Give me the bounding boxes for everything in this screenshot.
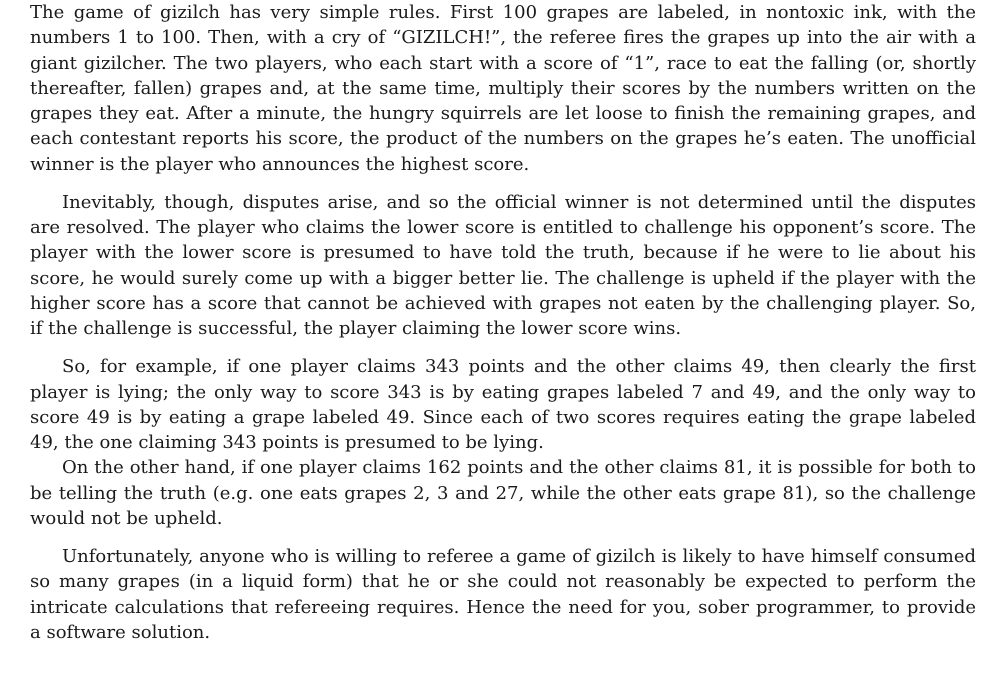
document-body bbox=[30, 0, 976, 658]
paragraph-software-need: Unfortunately, anyone who is willing to referee a game of gizilch is likely to have himself consumed so many grapes (in a liquid form) that he or she could not reasonably be expected to perform the intricate calculations that refereeing requires. Hence the need for you, sober programmer, to provide a software solution. bbox=[30, 546, 976, 643]
paragraph-example-truth: On the other hand, if one player claims 162 points and the other claims 81, it is possible for both to be telling the truth (e.g. one eats grapes 2, 3 and 27, while the other eats grape 81), so the challenge would not be upheld. bbox=[30, 457, 976, 530]
paragraph-example-lying: So, for example, if one player claims 343 points and the other claims 49, then clearly the first player is lying; the only way to score 343 is by eating grapes labeled 7 and 49, and the only way to score 49 is by eating a grape labeled 49. Since each of two scores requires eating the grape labeled 49, the one claiming 343 points is presumed to be lying. bbox=[30, 356, 976, 454]
paragraph-disputes: Inevitably, though, disputes arise, and so the official winner is not determined until the disputes are resolved. The player who claims the lower score is entitled to challenge his opponent’s score. The player with the lower score is presumed to have told the truth, because if he were to lie about his score, he would surely come up with a bigger better lie. The challenge is upheld if the player with the higher score has a score that cannot be achieved with grapes not eaten by the challenging player. So, if the challenge is successful, the player claiming the lower score wins. bbox=[30, 191, 976, 340]
paragraph-rules: The game of gizilch has very simple rules. First 100 grapes are labeled, in nontoxic ink, with the numbers 1 to 100. Then, with a cry of “GIZILCH!”, the referee fires the grapes up into the air with a giant gizilcher. The two players, who each start with a score of “1”, race to eat the falling (or, shortly thereafter, fallen) grapes and, at the same time, multiply their scores by the numbers written on the grapes they eat. After a minute, the hungry squirrels are let loose to finish the remaining grapes, and each contestant reports his score, the product of the numbers on the grapes he’s eaten. The unofficial winner is the player who announces the highest score. bbox=[30, 2, 976, 175]
